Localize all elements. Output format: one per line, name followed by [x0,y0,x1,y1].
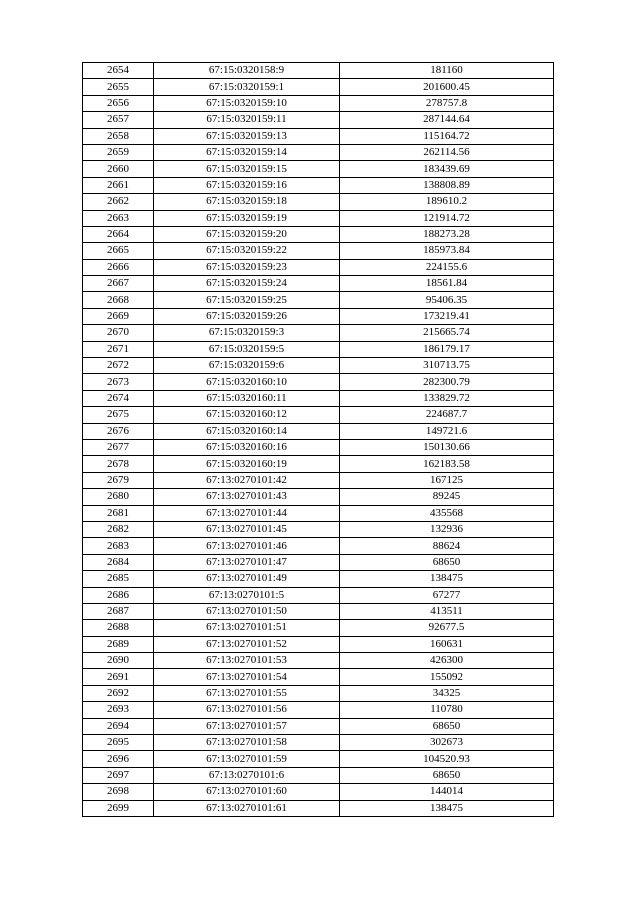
table-row [83,95,554,111]
value-cell: 68650 [340,554,554,570]
value-cell: 413511 [340,603,554,619]
row-number-cell: 2666 [83,259,154,275]
table-row [83,243,554,259]
value-cell: 95406.35 [340,292,554,308]
value-cell: 133829.72 [340,390,554,406]
value-cell: 138808.89 [340,177,554,193]
row-number-cell: 2685 [83,571,154,587]
value-cell: 435568 [340,505,554,521]
cadastral-number-cell: 67:13:0270101:54 [154,669,340,685]
cadastral-number-cell: 67:15:0320159:24 [154,276,340,292]
row-number-cell: 2662 [83,194,154,210]
value-cell: 138475 [340,571,554,587]
table-row [83,407,554,423]
row-number-cell: 2670 [83,325,154,341]
table-row [83,341,554,357]
cadastral-number-cell: 67:15:0320160:19 [154,456,340,472]
row-number-cell: 2697 [83,767,154,783]
table-row [83,390,554,406]
table-row [83,194,554,210]
row-number-cell: 2654 [83,63,154,79]
value-cell: 262114.56 [340,144,554,160]
row-number-cell: 2655 [83,79,154,95]
cadastral-number-cell: 67:13:0270101:58 [154,735,340,751]
data-table [82,62,554,817]
value-cell: 138475 [340,800,554,816]
cadastral-number-cell: 67:15:0320159:18 [154,194,340,210]
value-cell: 89245 [340,489,554,505]
row-number-cell: 2686 [83,587,154,603]
row-number-cell: 2674 [83,390,154,406]
row-number-cell: 2661 [83,177,154,193]
cadastral-number-cell: 67:15:0320159:19 [154,210,340,226]
table-row [83,276,554,292]
cadastral-number-cell: 67:13:0270101:50 [154,603,340,619]
value-cell: 162183.58 [340,456,554,472]
row-number-cell: 2682 [83,521,154,537]
cadastral-number-cell: 67:13:0270101:51 [154,620,340,636]
table-row [83,456,554,472]
row-number-cell: 2676 [83,423,154,439]
table-row [83,128,554,144]
row-number-cell: 2681 [83,505,154,521]
value-cell: 188273.28 [340,226,554,242]
cadastral-number-cell: 67:13:0270101:61 [154,800,340,816]
row-number-cell: 2687 [83,603,154,619]
cadastral-number-cell: 67:13:0270101:5 [154,587,340,603]
table-row [83,603,554,619]
cadastral-number-cell: 67:13:0270101:52 [154,636,340,652]
row-number-cell: 2683 [83,538,154,554]
table-row [83,292,554,308]
cadastral-number-cell: 67:15:0320160:11 [154,390,340,406]
cadastral-number-cell: 67:15:0320160:12 [154,407,340,423]
cadastral-number-cell: 67:13:0270101:49 [154,571,340,587]
cadastral-number-cell: 67:15:0320159:13 [154,128,340,144]
value-cell: 224155.6 [340,259,554,275]
table-row [83,735,554,751]
row-number-cell: 2698 [83,784,154,800]
cadastral-number-cell: 67:15:0320159:1 [154,79,340,95]
value-cell: 104520.93 [340,751,554,767]
table-row [83,521,554,537]
cadastral-number-cell: 67:13:0270101:60 [154,784,340,800]
table-row [83,767,554,783]
row-number-cell: 2664 [83,226,154,242]
cadastral-number-cell: 67:13:0270101:53 [154,653,340,669]
value-cell: 18561.84 [340,276,554,292]
cadastral-number-cell: 67:15:0320159:26 [154,308,340,324]
row-number-cell: 2678 [83,456,154,472]
value-cell: 302673 [340,735,554,751]
table-row [83,620,554,636]
table-row [83,63,554,79]
value-cell: 282300.79 [340,374,554,390]
row-number-cell: 2690 [83,653,154,669]
row-number-cell: 2657 [83,112,154,128]
table-row [83,210,554,226]
row-number-cell: 2689 [83,636,154,652]
table-row [83,636,554,652]
row-number-cell: 2684 [83,554,154,570]
table-row [83,587,554,603]
row-number-cell: 2695 [83,735,154,751]
table-row [83,325,554,341]
table-row [83,226,554,242]
cadastral-number-cell: 67:15:0320159:3 [154,325,340,341]
row-number-cell: 2680 [83,489,154,505]
cadastral-number-cell: 67:15:0320159:16 [154,177,340,193]
row-number-cell: 2692 [83,685,154,701]
row-number-cell: 2693 [83,702,154,718]
row-number-cell: 2691 [83,669,154,685]
value-cell: 160631 [340,636,554,652]
table-row [83,489,554,505]
value-cell: 110780 [340,702,554,718]
value-cell: 132936 [340,521,554,537]
cadastral-number-cell: 67:13:0270101:46 [154,538,340,554]
value-cell: 88624 [340,538,554,554]
table-row [83,554,554,570]
row-number-cell: 2658 [83,128,154,144]
cadastral-number-cell: 67:15:0320159:25 [154,292,340,308]
table-row [83,439,554,455]
table-row [83,161,554,177]
table-row [83,751,554,767]
row-number-cell: 2665 [83,243,154,259]
row-number-cell: 2668 [83,292,154,308]
cadastral-number-cell: 67:13:0270101:56 [154,702,340,718]
value-cell: 167125 [340,472,554,488]
value-cell: 115164.72 [340,128,554,144]
row-number-cell: 2675 [83,407,154,423]
table-row [83,718,554,734]
row-number-cell: 2669 [83,308,154,324]
row-number-cell: 2696 [83,751,154,767]
value-cell: 173219.41 [340,308,554,324]
value-cell: 201600.45 [340,79,554,95]
cadastral-number-cell: 67:15:0320159:10 [154,95,340,111]
value-cell: 185973.84 [340,243,554,259]
value-cell: 426300 [340,653,554,669]
value-cell: 278757.8 [340,95,554,111]
table-row [83,538,554,554]
table-row [83,423,554,439]
row-number-cell: 2699 [83,800,154,816]
value-cell: 67277 [340,587,554,603]
table-row [83,685,554,701]
row-number-cell: 2677 [83,439,154,455]
cadastral-number-cell: 67:13:0270101:43 [154,489,340,505]
table-row [83,308,554,324]
value-cell: 149721.6 [340,423,554,439]
table-row [83,784,554,800]
cadastral-number-cell: 67:13:0270101:42 [154,472,340,488]
value-cell: 92677.5 [340,620,554,636]
cadastral-number-cell: 67:13:0270101:59 [154,751,340,767]
cadastral-number-cell: 67:13:0270101:47 [154,554,340,570]
table-body [83,63,554,817]
value-cell: 150130.66 [340,439,554,455]
row-number-cell: 2663 [83,210,154,226]
value-cell: 68650 [340,718,554,734]
cadastral-number-cell: 67:13:0270101:55 [154,685,340,701]
value-cell: 215665.74 [340,325,554,341]
value-cell: 186179.17 [340,341,554,357]
cadastral-number-cell: 67:15:0320160:14 [154,423,340,439]
cadastral-number-cell: 67:15:0320159:22 [154,243,340,259]
cadastral-number-cell: 67:15:0320159:6 [154,358,340,374]
table-row [83,472,554,488]
value-cell: 34325 [340,685,554,701]
value-cell: 287144.64 [340,112,554,128]
cadastral-number-cell: 67:13:0270101:44 [154,505,340,521]
value-cell: 310713.75 [340,358,554,374]
row-number-cell: 2671 [83,341,154,357]
cadastral-number-cell: 67:15:0320159:14 [154,144,340,160]
row-number-cell: 2688 [83,620,154,636]
cadastral-number-cell: 67:15:0320159:23 [154,259,340,275]
table-row [83,177,554,193]
table-row [83,259,554,275]
row-number-cell: 2673 [83,374,154,390]
row-number-cell: 2694 [83,718,154,734]
cadastral-number-cell: 67:13:0270101:45 [154,521,340,537]
value-cell: 68650 [340,767,554,783]
table-row [83,800,554,816]
cadastral-number-cell: 67:15:0320158:9 [154,63,340,79]
table-row [83,112,554,128]
value-cell: 155092 [340,669,554,685]
cadastral-number-cell: 67:15:0320159:15 [154,161,340,177]
row-number-cell: 2667 [83,276,154,292]
cadastral-number-cell: 67:15:0320159:20 [154,226,340,242]
cadastral-number-cell: 67:13:0270101:6 [154,767,340,783]
cadastral-number-cell: 67:15:0320159:11 [154,112,340,128]
table-row [83,144,554,160]
table-row [83,374,554,390]
table-row [83,358,554,374]
value-cell: 224687.7 [340,407,554,423]
row-number-cell: 2672 [83,358,154,374]
value-cell: 181160 [340,63,554,79]
table-row [83,571,554,587]
value-cell: 121914.72 [340,210,554,226]
cadastral-number-cell: 67:15:0320160:16 [154,439,340,455]
row-number-cell: 2660 [83,161,154,177]
row-number-cell: 2679 [83,472,154,488]
table-row [83,702,554,718]
table-row [83,79,554,95]
row-number-cell: 2656 [83,95,154,111]
row-number-cell: 2659 [83,144,154,160]
cadastral-number-cell: 67:15:0320160:10 [154,374,340,390]
value-cell: 189610.2 [340,194,554,210]
value-cell: 144014 [340,784,554,800]
cadastral-number-cell: 67:15:0320159:5 [154,341,340,357]
table-row [83,669,554,685]
table-row [83,505,554,521]
table-row [83,653,554,669]
cadastral-number-cell: 67:13:0270101:57 [154,718,340,734]
value-cell: 183439.69 [340,161,554,177]
